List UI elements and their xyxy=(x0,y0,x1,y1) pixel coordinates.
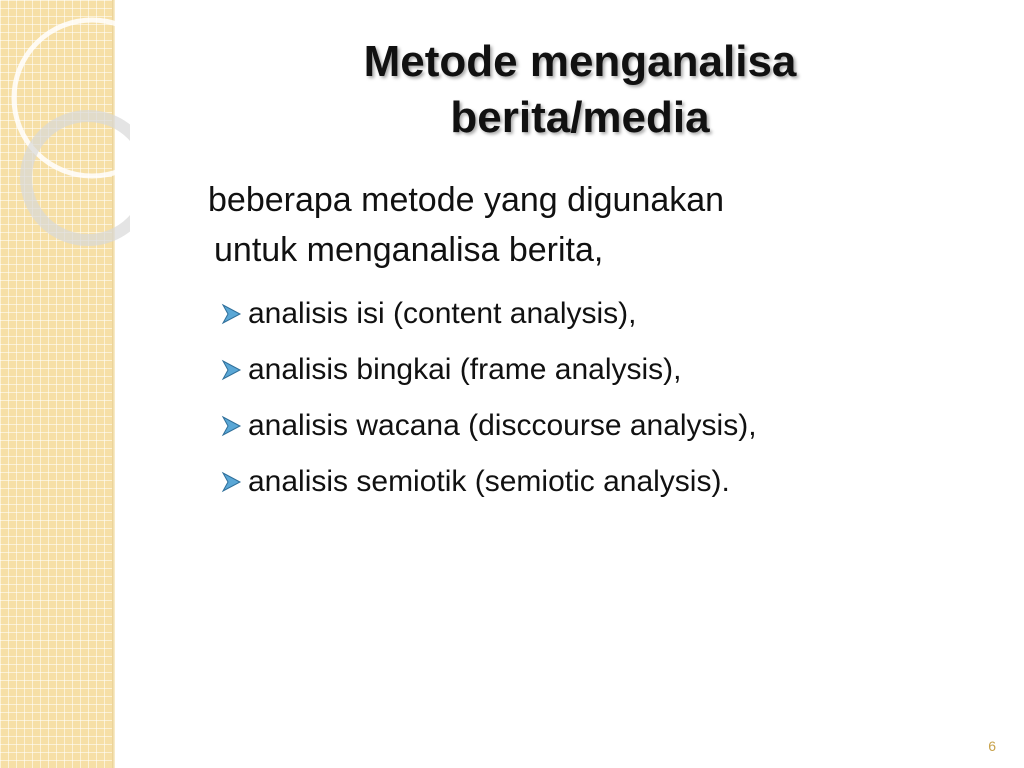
arrow-right-icon xyxy=(218,299,246,329)
decorative-circles xyxy=(0,0,130,270)
bullet-text: analisis semiotik (semiotic analysis). xyxy=(248,465,730,498)
list-item xyxy=(218,342,998,398)
bullet-list xyxy=(218,286,998,510)
title-line: Metode menganalisa xyxy=(363,37,797,86)
page-number: 6 xyxy=(988,738,996,754)
list-item xyxy=(218,454,998,510)
intro-line: beberapa metode yang digunakan xyxy=(208,181,725,219)
list-item xyxy=(218,398,998,454)
bullet-text: analisis isi (content analysis), xyxy=(248,297,637,330)
title-line: berita/media xyxy=(450,93,710,142)
arrow-right-icon xyxy=(218,355,246,385)
arrow-right-icon xyxy=(218,411,246,441)
intro-text xyxy=(208,175,948,275)
page-title xyxy=(230,34,930,146)
bullet-text: analisis wacana (disccourse analysis), xyxy=(248,409,757,442)
list-item xyxy=(218,286,998,342)
arrow-right-icon xyxy=(218,467,246,497)
intro-line: untuk menganalisa berita, xyxy=(214,231,604,269)
bullet-text: analisis bingkai (frame analysis), xyxy=(248,353,682,386)
